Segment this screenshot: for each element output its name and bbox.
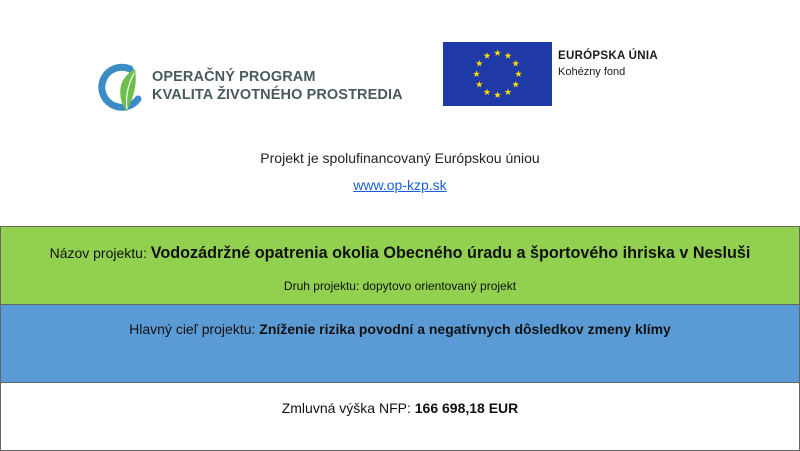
eu-star-icon [473,70,480,77]
project-name-label: Názov projektu: [49,245,151,261]
op-kzp-logo [94,58,414,114]
eu-star-icon [494,91,501,98]
project-goal-band [0,304,800,383]
project-type-line [1,279,799,293]
project-name-value: Vodozádržné opatrenia okolia Obecného úradu a športového ihriska v Nesluši [150,244,751,262]
nfp-label: Zmluvná výška NFP: [281,400,415,416]
project-type-value: dopytovo orientovaný projekt [362,279,517,293]
eu-star-icon [476,60,483,67]
project-type-label: Druh projektu: [283,279,363,293]
website-link[interactable]: www.op-kzp.sk [353,177,447,193]
cofinancing-text: Projekt je spolufinancovaný Európskou úniou [260,150,540,166]
eu-flag-icon [443,42,552,106]
eu-title: EURÓPSKA ÚNIA [558,50,658,62]
eu-star-icon [505,52,512,59]
nfp-amount-line [1,400,799,416]
eu-star-icon [476,81,483,88]
op-logo-line1: OPERAČNÝ PROGRAM [152,69,316,85]
op-logo-line2: KVALITA ŽIVOTNÉHO PROSTREDIA [152,87,403,103]
eu-cohesion-fund-logo [443,42,658,106]
project-goal-value: Zníženie rizika povodní a negatívnych dôsledkov zmeny klímy [259,321,671,337]
project-funding-band [0,382,800,451]
project-goal-label: Hlavný cieľ projektu: [129,321,260,337]
eu-star-icon [512,60,519,67]
op-kzp-emblem-icon [94,59,144,113]
eu-star-icon [512,81,519,88]
eu-star-icon [494,49,501,56]
project-name-line [1,244,799,263]
project-goal-line [1,321,799,337]
nfp-value: 166 698,18 EUR [414,400,519,416]
eu-star-icon [484,52,491,59]
eu-star-icon [505,89,512,96]
eu-star-icon [484,89,491,96]
project-name-band [0,226,800,305]
eu-subtitle: Kohézny fond [558,66,626,78]
website-link-container [0,177,800,193]
eu-star-icon [515,70,522,77]
